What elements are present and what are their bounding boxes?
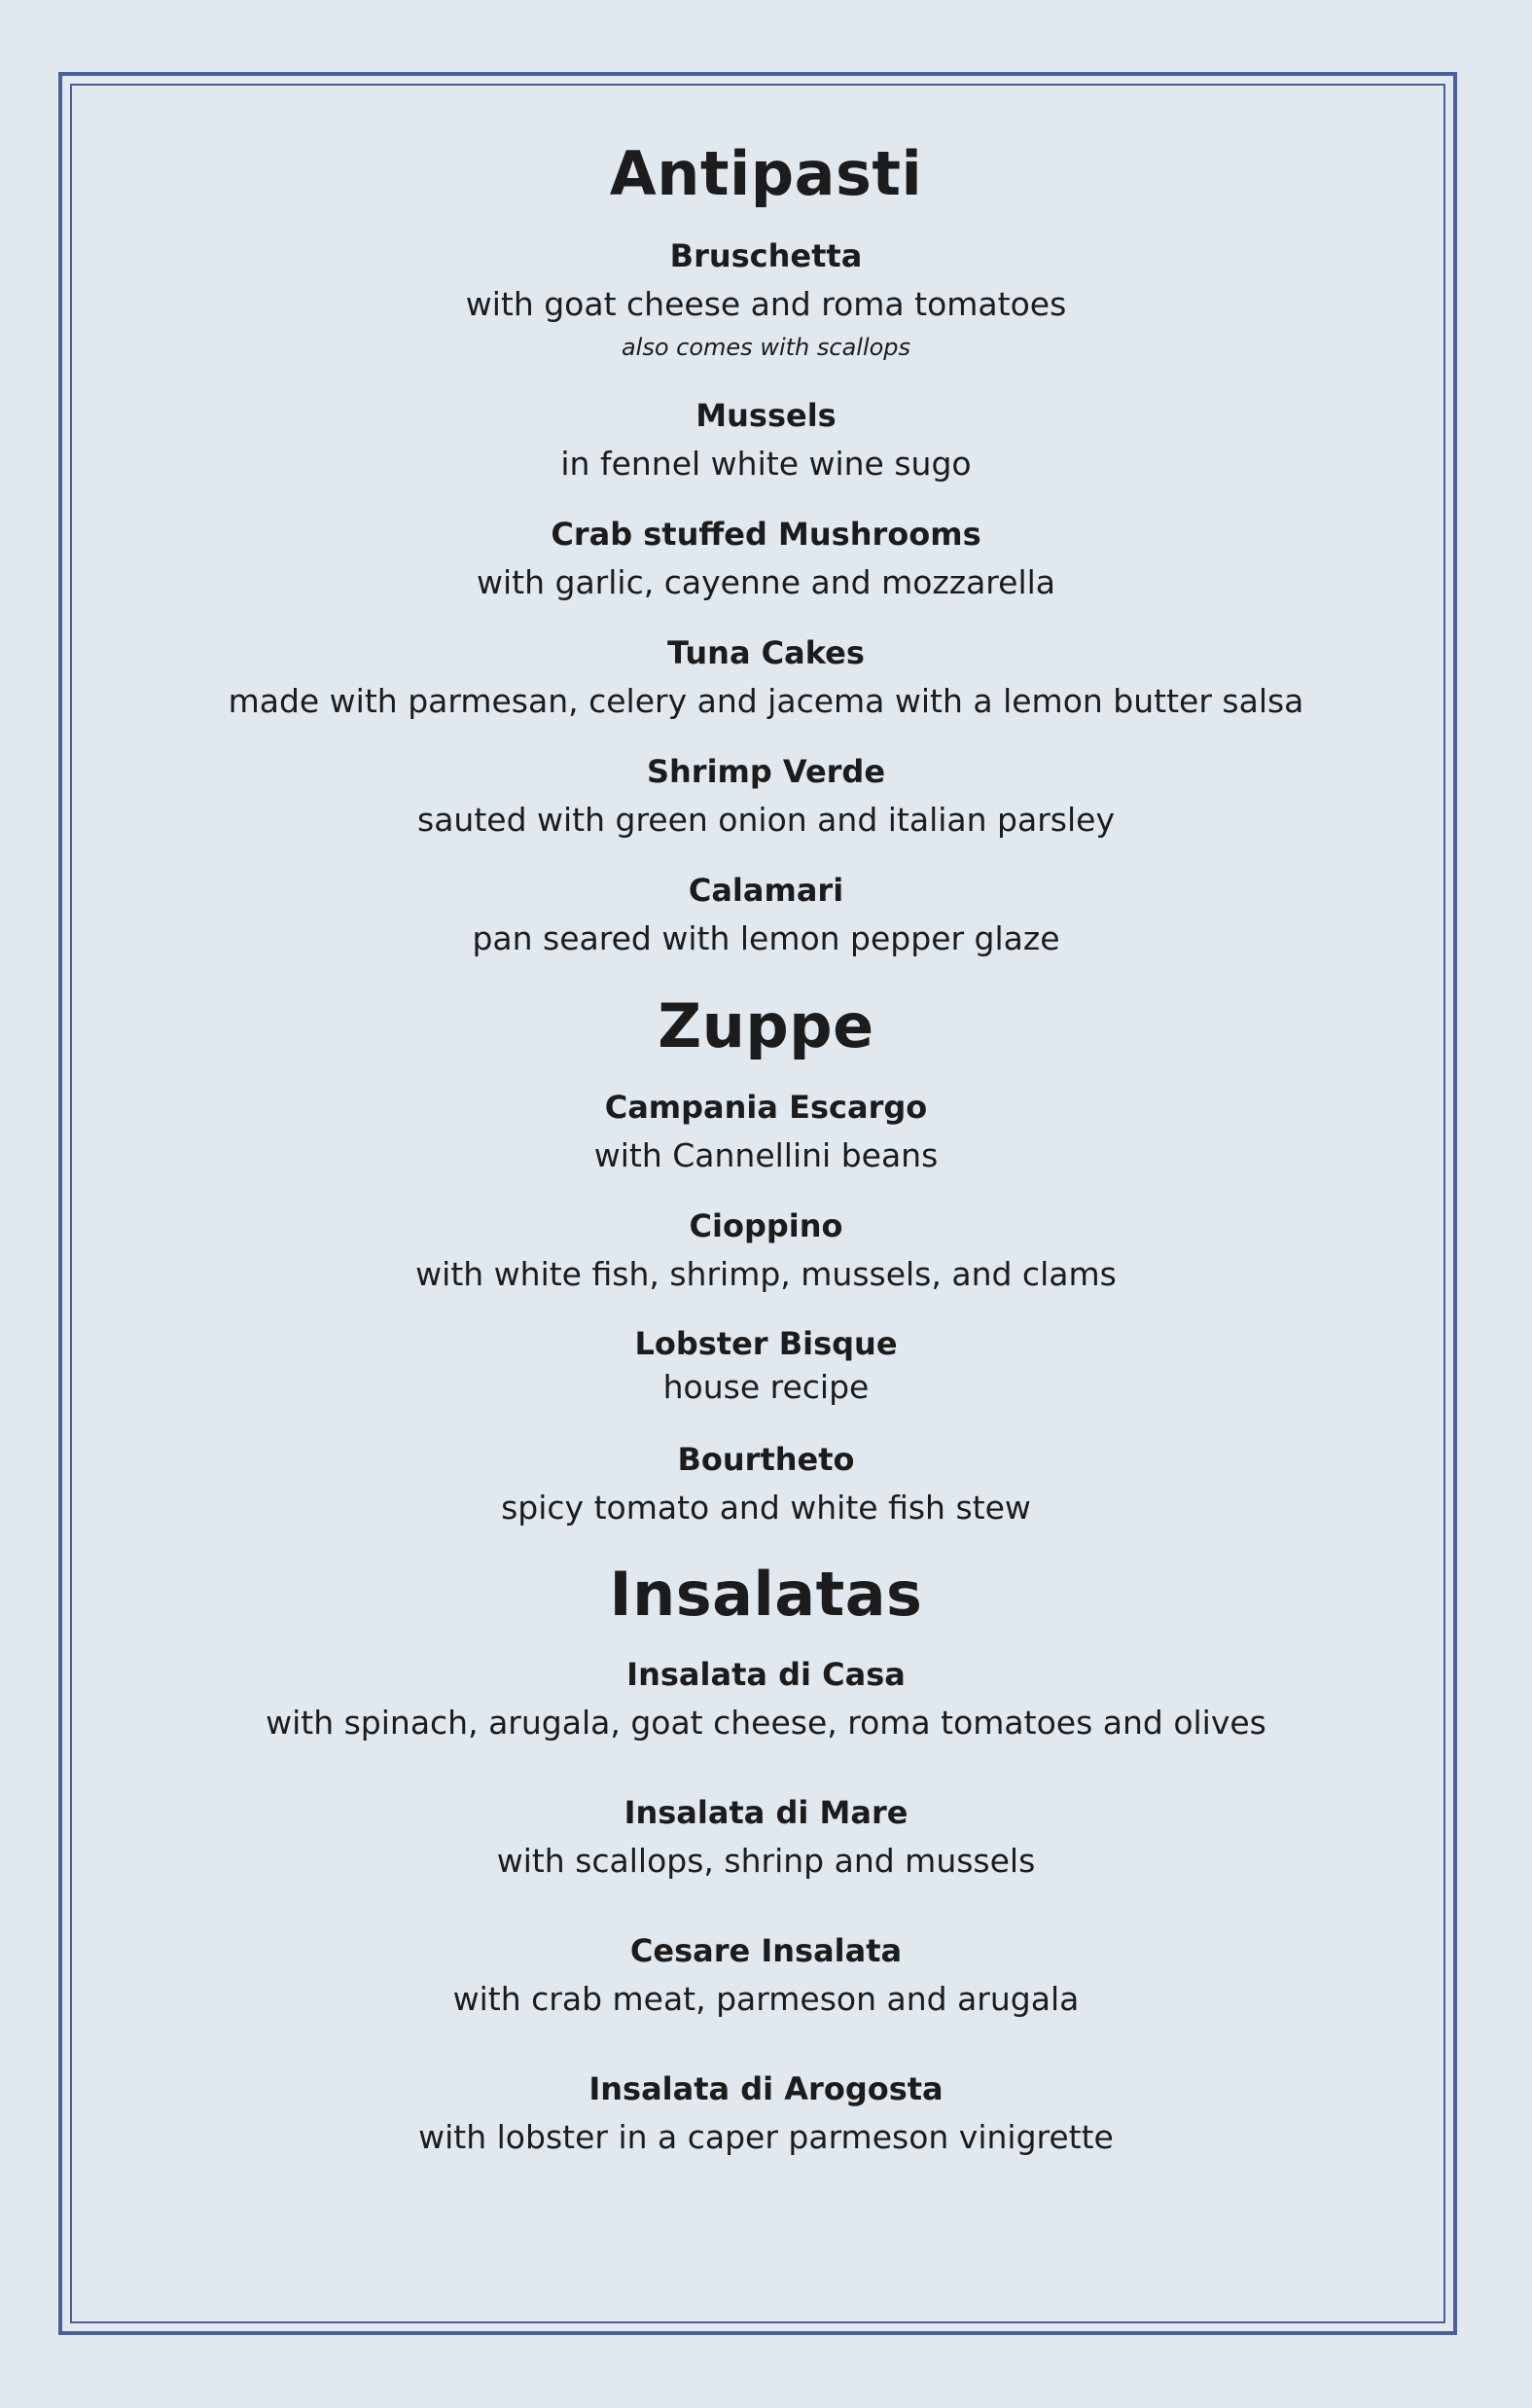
menu-item-description: with lobster in a caper parmeson vinigrette — [418, 2118, 1114, 2156]
menu-item-description: pan seared with lemon pepper glaze — [472, 919, 1060, 957]
menu-item-name: Bourtheto — [677, 1441, 855, 1478]
menu-item-name: Shrimp Verde — [646, 753, 886, 790]
menu-item-name: Cioppino — [689, 1207, 843, 1244]
menu-item-name: Crab stuffed Mushrooms — [551, 516, 981, 553]
menu-item-description: with scallops, shrinp and mussels — [496, 1842, 1036, 1880]
menu-item-description: with crab meat, parmeson and arugala — [452, 1980, 1080, 2018]
menu-item-name: Tuna Cakes — [667, 634, 865, 671]
menu-item-description: with white fish, shrimp, mussels, and clams — [415, 1255, 1117, 1293]
menu-item-description: with spinach, arugala, goat cheese, roma tomatoes and olives — [266, 1704, 1266, 1742]
menu-item-description: made with parmesan, celery and jacema with a lemon butter salsa — [228, 682, 1304, 720]
menu-item-name: Insalata di Casa — [626, 1656, 906, 1693]
section-title-zuppe: Zuppe — [658, 990, 874, 1061]
menu-item-description: with Cannellini beans — [593, 1136, 939, 1174]
menu-item-name: Campania Escargo — [604, 1089, 928, 1126]
menu-item-name: Lobster Bisque — [634, 1325, 898, 1362]
section-title-antipasti: Antipasti — [609, 138, 923, 209]
menu-item-name: Bruschetta — [669, 237, 863, 274]
menu-item-name: Mussels — [695, 397, 837, 434]
menu-item-name: Cesare Insalata — [629, 1932, 903, 1969]
menu-item-name: Insalata di Arogosta — [588, 2070, 944, 2107]
menu-item-description: in fennel white wine sugo — [560, 445, 972, 483]
menu-item-description: spicy tomato and white fish stew — [501, 1489, 1031, 1527]
menu-item-note: also comes with scallops — [621, 334, 911, 361]
menu-item-description: with garlic, cayenne and mozzarella — [477, 563, 1055, 601]
menu-item-description: with goat cheese and roma tomatoes — [465, 285, 1067, 323]
menu-item-description: house recipe — [662, 1368, 870, 1406]
section-title-insalatas: Insalatas — [609, 1559, 923, 1630]
menu-item-name: Insalata di Mare — [623, 1794, 909, 1831]
menu-item-description: sauted with green onion and italian parsley — [417, 801, 1115, 839]
menu-item-name: Calamari — [688, 872, 844, 909]
